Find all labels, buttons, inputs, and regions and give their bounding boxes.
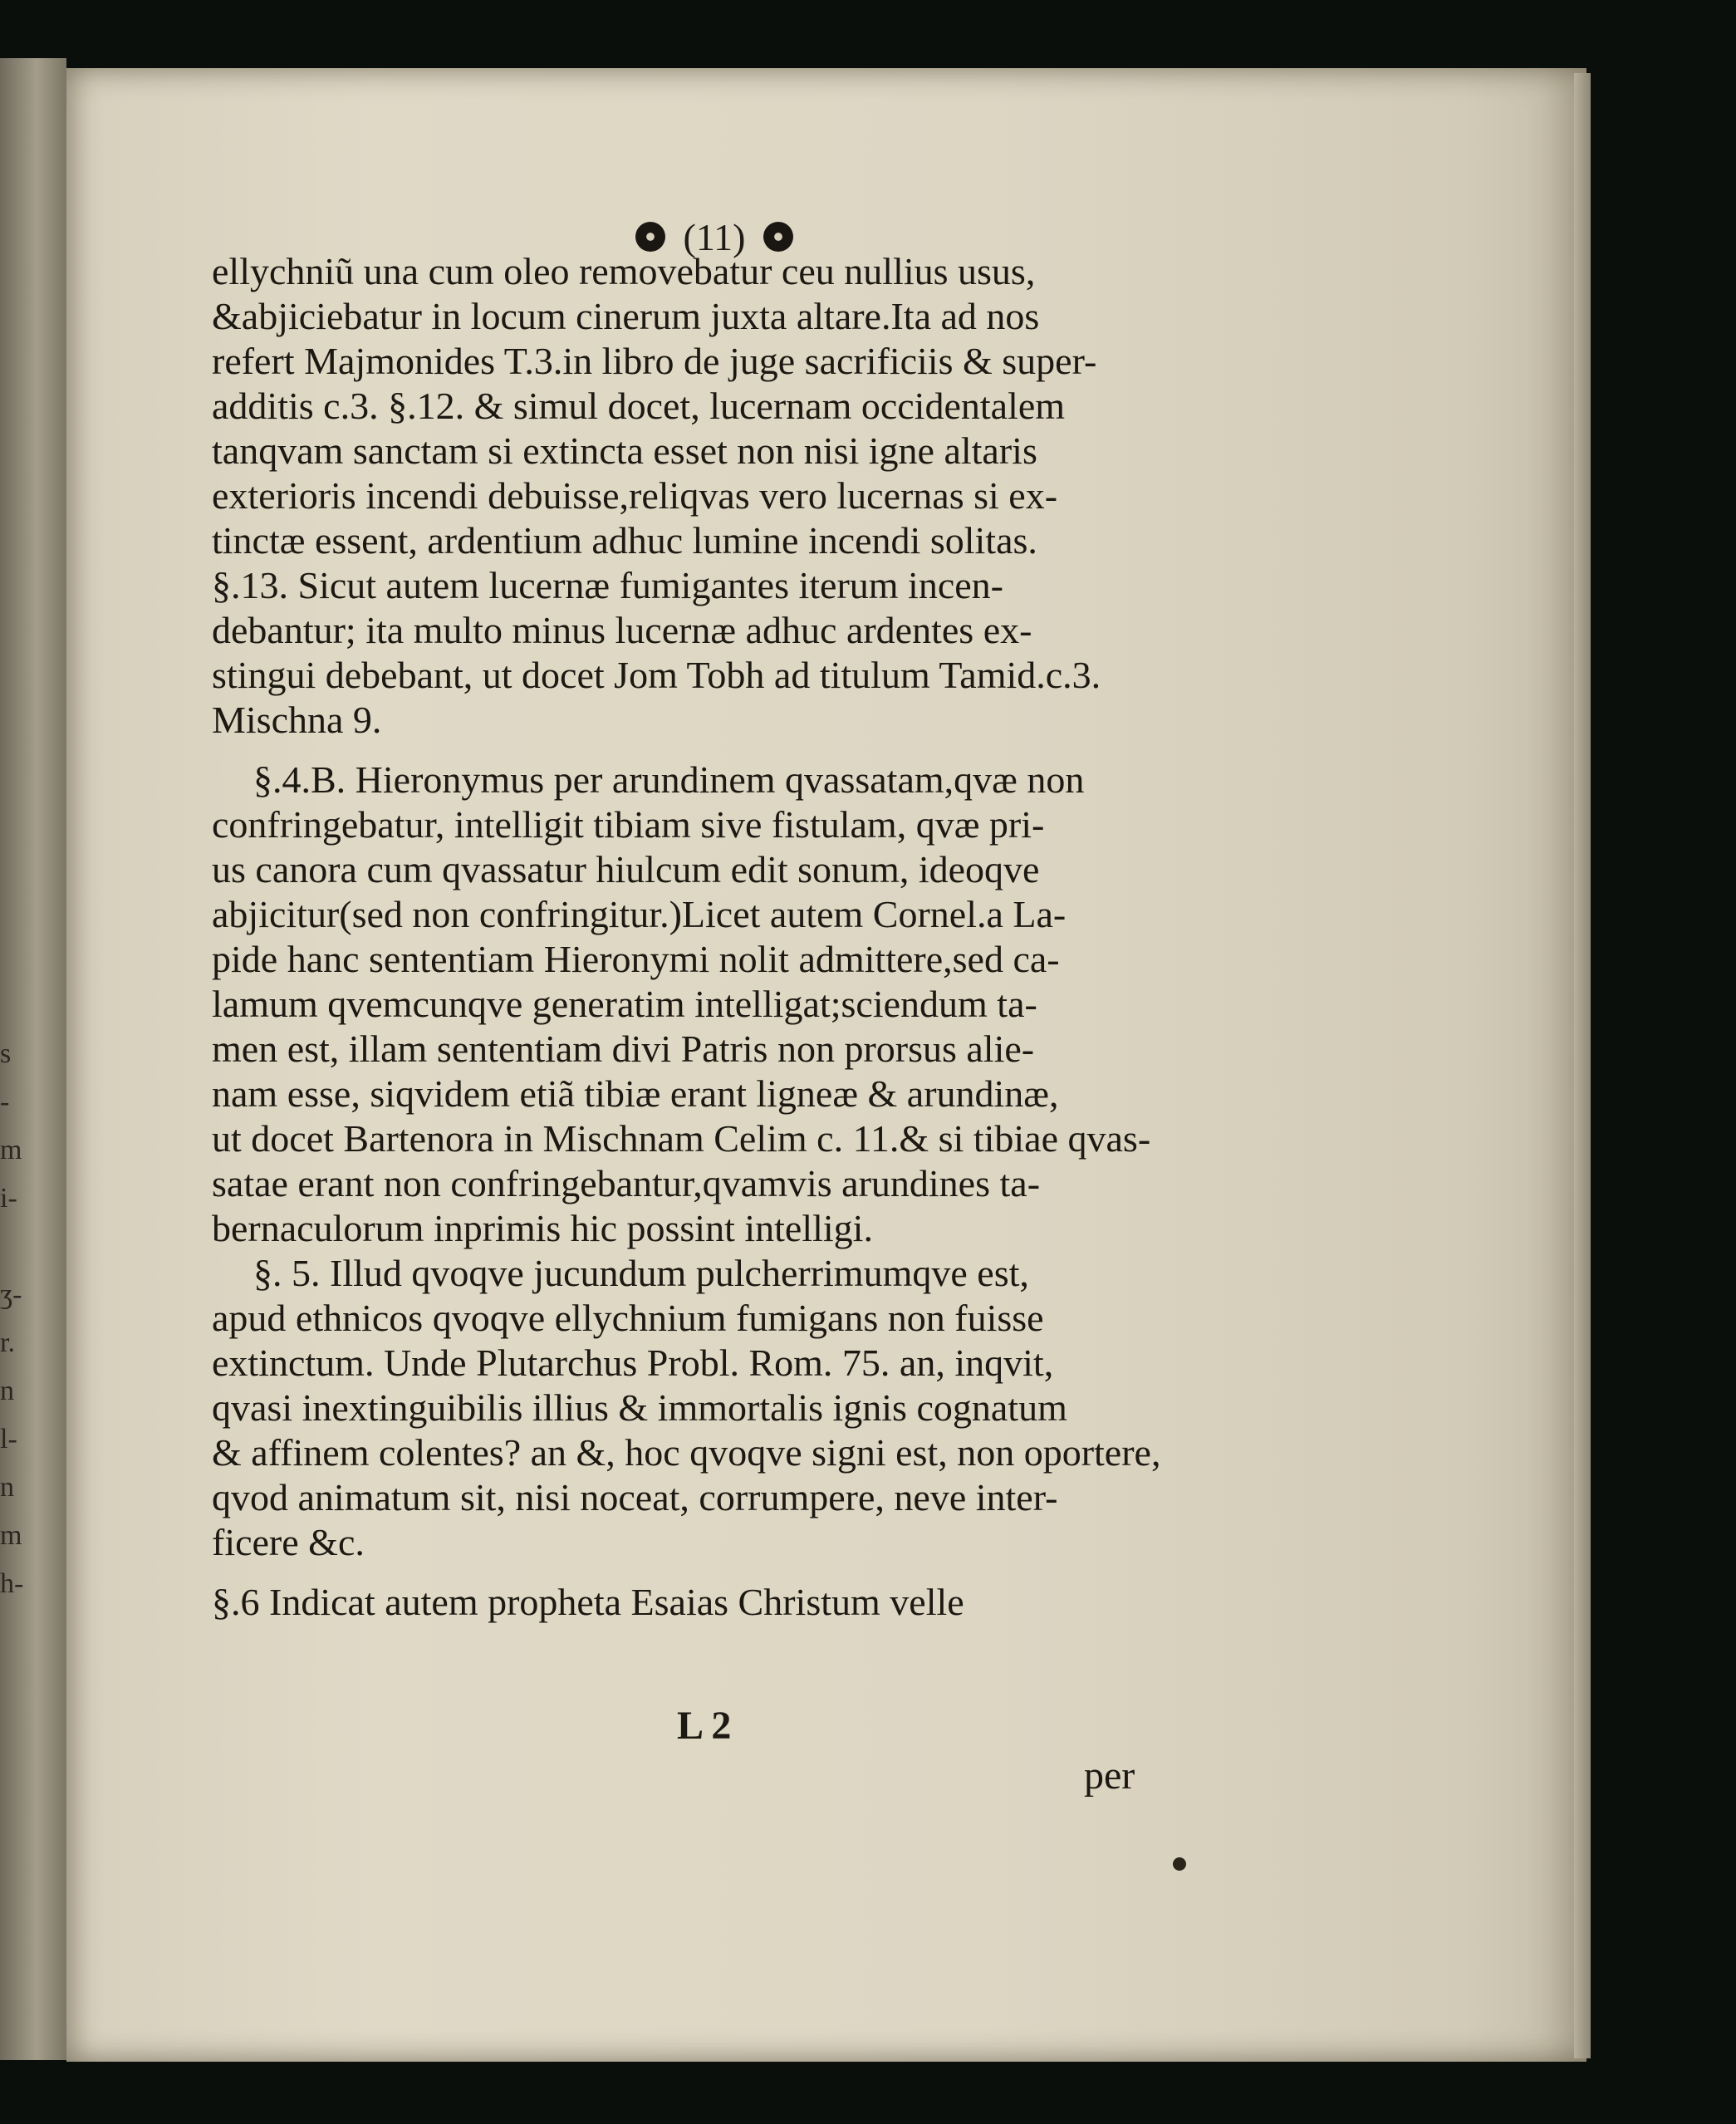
catchword: per [1084,1754,1135,1798]
text-line: refert Majmonides T.3.in libro de juge sacrificiis & super- [212,340,1097,382]
page-edge [1574,73,1591,2058]
left-fragment: h- [0,1568,24,1599]
text-line: ut docet Bartenora in Mischnam Celim c. 11.& si tibiae qvas- [212,1117,1151,1160]
text-line: ficere &c. [212,1521,365,1563]
text-line: qvod animatum sit, nisi noceat, corrumpere, neve inter- [212,1476,1058,1518]
text-line: §.13. Sicut autem lucernæ fumigantes iterum incen- [212,564,1003,606]
left-fragment: i- [0,1183,17,1214]
text-line: extinctum. Unde Plutarchus Probl. Rom. 75. an, inqvit, [212,1342,1054,1384]
left-fragment: s [0,1038,12,1069]
text-line: §.6 Indicat autem propheta Esaias Christum velle [212,1581,964,1623]
text-line: pide hanc sententiam Hieronymi nolit admittere,sed ca- [212,938,1060,980]
left-fragment: m [0,1520,22,1551]
left-fragment: m [0,1135,22,1165]
text-line: abjicitur(sed non confringitur.)Licet autem Cornel.a La- [212,893,1067,935]
text-line: confringebatur, intelligit tibiam sive fistulam, qvæ pri- [212,803,1045,846]
text-line: lamum qvemcunqve generatim intelligat;sciendum ta- [212,983,1037,1025]
text-line: qvasi inextinguibilis illius & immortalis ignis cognatum [212,1386,1067,1429]
text-line: exterioris incendi debuisse,reliqvas vero lucernas si ex- [212,474,1058,517]
body-text [212,249,1200,1625]
text-line: ellychniũ una cum oleo removebatur ceu nullius usus, [212,250,1036,292]
page-footer [212,1703,1200,1798]
text-line: satae erant non confringebantur,qvamvis arundines ta- [212,1162,1041,1204]
rosette-ornament-icon [763,222,793,252]
left-fragment [0,1223,33,1271]
text-line: additis c.3. §.12. & simul docet, lucernam occidentalem [212,385,1066,427]
text-line: §.4.B. Hieronymus per arundinem qvassatam,qvæ non [253,758,1085,801]
left-fragment: n [0,1472,14,1503]
text-line: &abjiciebatur in locum cinerum juxta altare.Ita ad nos [212,295,1040,337]
text-line: Mischna 9. [212,699,382,741]
left-fragment: r. [0,1327,15,1358]
ink-speck [1173,1857,1186,1871]
text-line: nam esse, siqvidem etiã tibiæ erant ligneæ & arundinæ, [212,1072,1059,1115]
left-page-fragments [0,1030,33,1608]
text-line: stingui debebant, ut docet Jom Tobh ad titulum Tamid.c.3. [212,654,1101,696]
text-line: bernaculorum inprimis hic possint intelligi. [212,1207,873,1249]
text-line: apud ethnicos qvoqve ellychnium fumigans non fuisse [212,1297,1044,1339]
left-fragment: - [0,1087,10,1117]
text-line: debantur; ita multo minus lucernæ adhuc ardentes ex- [212,609,1032,651]
page-number: (11) [683,215,746,258]
text-line: us canora cum qvassatur hiulcum edit sonum, ideoqve [212,848,1040,890]
text-line: tanqvam sanctam si extincta esset non nisi igne altaris [212,429,1037,472]
left-fragment: n [0,1376,14,1406]
left-fragment: ʒ- [0,1279,22,1310]
signature-mark: L 2 [677,1704,732,1748]
text-line: & affinem colentes? an &, hoc qvoqve signi est, non oportere, [212,1431,1161,1474]
text-line: tinctæ essent, ardentium adhuc lumine incendi solitas. [212,519,1037,562]
left-fragment: l- [0,1424,17,1454]
rosette-ornament-icon [635,222,665,252]
text-line: men est, illam sententiam divi Patris non prorsus alie- [212,1028,1035,1070]
text-line: §. 5. Illud qvoqve jucundum pulcherrimumqve est, [253,1252,1029,1294]
